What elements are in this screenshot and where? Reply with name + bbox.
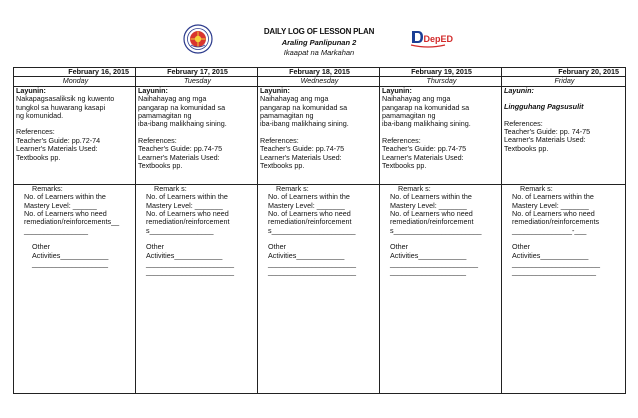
reference-line: Learner's Materials Used: (504, 135, 586, 145)
remarks-line: s________________ (146, 225, 214, 235)
objective-cell-3 (380, 86, 502, 184)
references-label: References: (138, 135, 177, 145)
other-activities-line: ______________________ (390, 259, 478, 269)
other-activities-line: Activities____________ (512, 250, 589, 260)
other-activities-line: ______________________ (512, 259, 600, 269)
objective-line: pamamagitan ng (260, 111, 314, 121)
remarks-line: Mastery Level: _______ (146, 200, 223, 210)
remarks-line: remediation/reinforcement (146, 217, 230, 227)
reference-line: Teacher's Guide: pp.74-75 (138, 144, 223, 154)
objective-line: ng komunidad. (16, 111, 64, 121)
objective-heading: Layunin: (16, 85, 46, 95)
objective-line: iba-ibang malikhaing sining. (382, 119, 471, 129)
remarks-line: No. of Learners who need (390, 209, 473, 219)
remarks-line: No. of Learners who need (512, 209, 595, 219)
objective-line: Nakapagsasaliksik ng kuwento (16, 94, 115, 104)
reference-line: Learner's Materials Used: (382, 152, 464, 162)
objective-line: pamamagitan ng (382, 111, 436, 121)
date-header-1: February 17, 2015 (136, 68, 258, 77)
objective-cell-1 (136, 86, 258, 184)
date-header-2: February 18, 2015 (258, 68, 380, 77)
date-header-4: February 20, 2015 (502, 68, 626, 77)
remarks-line: remediation/reinforcement (268, 217, 352, 227)
document-header (0, 0, 638, 68)
remarks-line: remediation/reinforcements__ (24, 217, 120, 227)
other-activities-line: Activities____________ (146, 250, 223, 260)
other-activities-line: ______________________ (268, 267, 356, 277)
objective-line: Naihahayag ang mga (382, 94, 451, 104)
reference-line: Textbooks pp. (504, 143, 549, 153)
reference-line: Learner's Materials Used: (260, 152, 342, 162)
objectives-row (14, 86, 626, 184)
remarks-line: s_____________________ (268, 225, 356, 235)
objective-line: pangarap na komunidad sa (382, 102, 470, 112)
references-label: References: (382, 135, 421, 145)
reference-line: Teacher's Guide: pp.74-75 (260, 144, 345, 154)
date-header-0: February 16, 2015 (14, 68, 136, 77)
remarks-cell-0 (14, 184, 136, 393)
remarks-line: remediation/reinforcement (390, 217, 474, 227)
reference-line: Teacher's Guide: pp.74-75 (382, 144, 467, 154)
objective-line: tungkol sa huwarang kasapi (16, 102, 106, 112)
remarks-line: No. of Learners within the (24, 192, 106, 202)
reference-line: Learner's Materials Used: (16, 144, 98, 154)
remarks-line: No. of Learners who need (268, 209, 351, 219)
reference-line: Textbooks pp. (382, 161, 427, 171)
remarks-cell-4 (502, 184, 626, 393)
objective-line: iba-ibang malikhaing sining. (138, 119, 227, 129)
objective-line: pamamagitan ng (138, 111, 192, 121)
reference-line: Textbooks pp. (260, 161, 305, 171)
other-activities-line: Other (146, 242, 164, 252)
other-activities-line: ______________________ (268, 259, 356, 269)
other-activities-line: ___________________ (390, 267, 466, 277)
remarks-line: Mastery Level: _______ (390, 200, 467, 210)
other-activities-line: Other (390, 242, 408, 252)
remarks-line: remediation/reinforcements (512, 217, 600, 227)
other-activities-line: Other (32, 242, 50, 252)
remarks-line: _______________-___ (512, 225, 587, 235)
objective-cell-4 (502, 86, 626, 184)
other-activities-line: _____________________ (512, 267, 596, 277)
remarks-cell-2 (258, 184, 380, 393)
remarks-heading: Remark s: (276, 183, 309, 193)
objective-line: Lingguhang Pagsusulit (504, 102, 584, 112)
remarks-line: No. of Learners within the (268, 192, 350, 202)
day-header-4: Friday (502, 77, 626, 86)
day-header-2: Wednesday (258, 77, 380, 86)
other-activities-line: ___________________ (32, 259, 108, 269)
remarks-line: No. of Learners within the (390, 192, 472, 202)
remarks-line: Mastery Level: ______ (24, 200, 97, 210)
subject-title: Araling Panlipunan 2 (281, 38, 357, 47)
other-activities-line: Activities____________ (32, 250, 109, 260)
remarks-heading: Remark s: (520, 183, 553, 193)
objective-line: Naihahayag ang mga (138, 94, 207, 104)
other-activities-line: ______________________ (146, 267, 234, 277)
remarks-line: Mastery Level: _______ (512, 200, 589, 210)
remarks-heading: Remarks: (32, 183, 63, 193)
other-activities-line: Other (268, 242, 286, 252)
day-header-1: Tuesday (136, 77, 258, 86)
remarks-line: ________________ (24, 225, 88, 235)
remarks-line: No. of Learners who need (24, 209, 107, 219)
reference-line: Teacher's Guide: pp. 74-75 (504, 127, 591, 137)
date-header-3: February 19, 2015 (380, 68, 502, 77)
remarks-cell-3 (380, 184, 502, 393)
objective-line: Naihahayag ang mga (260, 94, 329, 104)
remarks-line: No. of Learners within the (512, 192, 594, 202)
day-header-0: Monday (14, 77, 136, 86)
references-label: References: (16, 127, 55, 137)
objective-heading: Layunin: (504, 85, 534, 95)
remarks-row (14, 184, 626, 393)
other-activities-line: Activities____________ (390, 250, 467, 260)
reference-line: Textbooks pp. (16, 152, 61, 162)
svg-text:DepED: DepED (423, 34, 454, 44)
day-row (14, 77, 626, 86)
remarks-heading: Remark s: (154, 183, 187, 193)
objective-heading: Layunin: (260, 85, 290, 95)
remarks-heading: Remark s: (398, 183, 431, 193)
objective-heading: Layunin: (382, 85, 412, 95)
other-activities-line: ______________________ (146, 259, 234, 269)
objective-cell-2 (258, 86, 380, 184)
lesson-log-table (13, 67, 626, 394)
remarks-line: Mastery Level: _______ (268, 200, 345, 210)
objective-line: iba-ibang malikhaing sining. (260, 119, 349, 129)
remarks-line: No. of Learners who need (146, 209, 229, 219)
references-label: References: (260, 135, 299, 145)
other-activities-line: Activities____________ (268, 250, 345, 260)
other-activities-line: Other (512, 242, 530, 252)
objective-line: pangarap na komunidad sa (138, 102, 226, 112)
reference-line: Learner's Materials Used: (138, 152, 220, 162)
objective-cell-0 (14, 86, 136, 184)
remarks-cell-1 (136, 184, 258, 393)
reference-line: Textbooks pp. (138, 161, 183, 171)
remarks-line: s______________________ (390, 225, 482, 235)
references-label: References: (504, 118, 543, 128)
document-title: DAILY LOG OF LESSON PLAN (263, 27, 375, 36)
reference-line: Teacher's Guide: pp.72-74 (16, 135, 101, 145)
objective-line: pangarap na komunidad sa (260, 102, 348, 112)
day-header-3: Thursday (380, 77, 502, 86)
quarter-title: Ikaapat na Markahan (283, 48, 355, 57)
deped-logo-icon (409, 29, 454, 49)
remarks-line: No. of Learners within the (146, 192, 228, 202)
objective-heading: Layunin: (138, 85, 168, 95)
